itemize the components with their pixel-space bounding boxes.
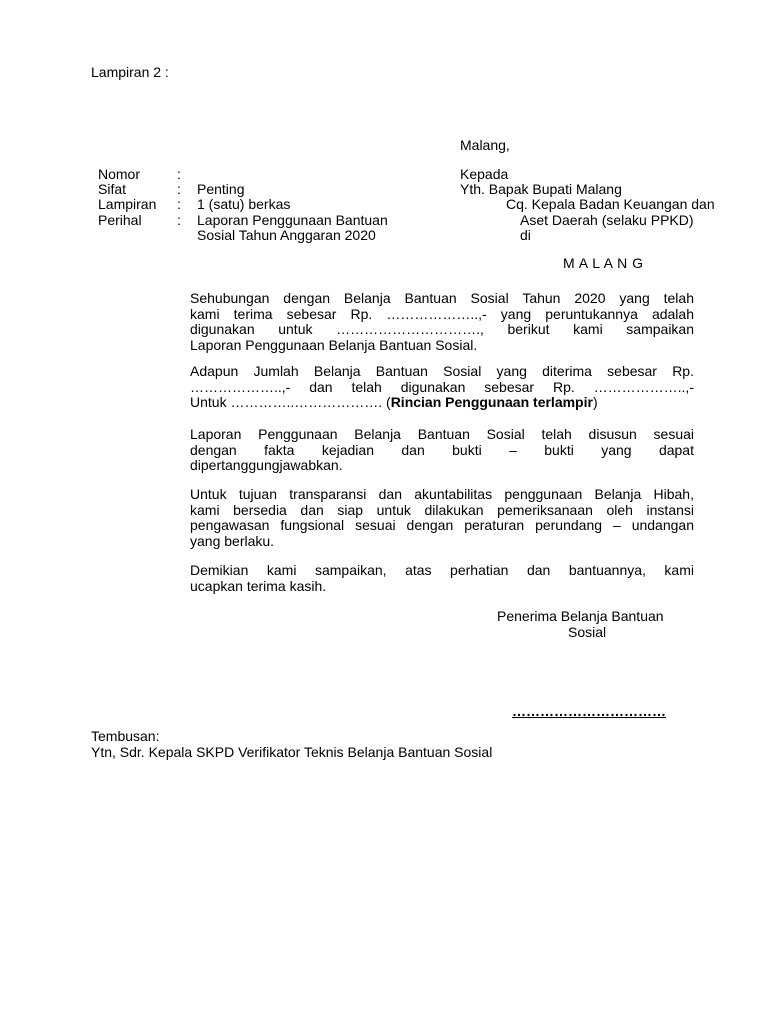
paragraph-text: Untuk …………..………………. ( <box>190 394 391 410</box>
recipient-city: M A L A N G <box>563 255 644 271</box>
body-paragraph <box>190 364 694 411</box>
paragraph-line: dipertanggungjawabkan. <box>190 457 343 473</box>
paragraph-line: Sehubungan dengan Belanja Bantuan Sosial Tahun 2020 yang telah <box>190 290 694 306</box>
paragraph-line <box>190 395 694 411</box>
recipient-kepada: Kepada <box>460 166 509 182</box>
meta-value-lampiran: 1 (satu) berkas <box>197 196 291 212</box>
meta-colon: : <box>177 196 181 212</box>
paragraph-text: ) <box>592 394 598 410</box>
cc-recipient: Ytn, Sdr. Kepala SKPD Verifikator Teknis Belanja Bantuan Sosial <box>91 744 493 760</box>
meta-label-lampiran: Lampiran <box>98 196 157 212</box>
recipient-line: Cq. Kepala Badan Keuangan dan <box>506 196 715 212</box>
paragraph-line: pengawasan fungsional sesuai dengan peraturan perundang – undangan <box>190 517 694 533</box>
recipient-line: Aset Daerah (selaku PPKD) <box>520 212 694 228</box>
paragraph-line: yang berlaku. <box>190 532 275 549</box>
recipient-di: di <box>520 227 531 243</box>
paragraph-line: kami terima sebesar Rp. ………………..,- yang peruntukannya adalah <box>190 305 694 322</box>
meta-label-perihal: Perihal <box>98 212 142 228</box>
body-paragraph <box>190 427 694 474</box>
meta-label-sifat: Sifat <box>98 181 127 197</box>
signature-title: Penerima Belanja Bantuan <box>497 608 664 624</box>
signature-title-cont: Sosial <box>568 624 607 640</box>
meta-colon: : <box>177 212 181 228</box>
recipient-line: Yth. Bapak Bupati Malang <box>460 181 622 197</box>
cc-label: Tembusan: <box>91 728 160 744</box>
paragraph-line: Laporan Penggunaan Belanja Bantuan Sosial. <box>190 336 478 353</box>
attachment-label: Lampiran 2 : <box>91 64 169 80</box>
meta-colon: : <box>177 166 181 182</box>
paragraph-line: Demikian kami sampaikan, atas perhatian dan bantuannya, kami <box>190 562 694 578</box>
paragraph-line: kami bersedia dan siap untuk dilakukan pemeriksanaan oleh instansi <box>190 501 694 518</box>
meta-label-nomor: Nomor <box>98 166 141 182</box>
paragraph-line: Laporan Penggunaan Belanja Bantuan Sosial telah disusun sesuai <box>190 426 694 442</box>
paragraph-line: ………………..,- dan telah digunakan sebesar Rp. ………………..,- <box>190 378 694 395</box>
body-paragraph <box>190 291 694 353</box>
paragraph-line: digunakan untuk …………………………., berikut kami sampaikan <box>190 321 694 337</box>
place-date: Malang, <box>460 137 510 153</box>
signature-line: …………………………… <box>512 703 666 719</box>
body-paragraph <box>190 563 694 594</box>
body-paragraph <box>190 487 694 549</box>
paragraph-line: ucapkan terima kasih. <box>190 577 327 594</box>
attachment-note: Rincian Penggunaan terlampir <box>390 394 593 410</box>
meta-colon: : <box>177 181 181 197</box>
meta-value-perihal: Laporan Penggunaan Bantuan <box>197 212 388 228</box>
paragraph-line: Untuk tujuan transparansi dan akuntabilitas penggunaan Belanja Hibah, <box>190 486 694 502</box>
meta-value-perihal-cont: Sosial Tahun Anggaran 2020 <box>197 227 376 243</box>
paragraph-line: dengan fakta kejadian dan bukti – bukti yang dapat <box>190 441 694 458</box>
meta-value-sifat: Penting <box>197 181 245 197</box>
paragraph-line: Adapun Jumlah Belanja Bantuan Sosial yang diterima sebesar Rp. <box>190 363 694 379</box>
